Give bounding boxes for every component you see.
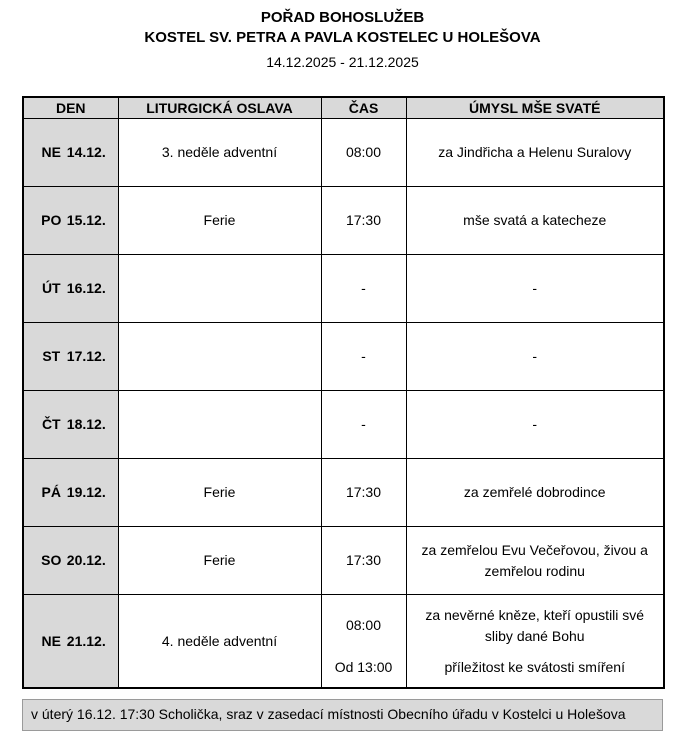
day-abbrev: ÚT <box>41 280 61 297</box>
column-header-den: DEN <box>23 97 118 119</box>
day-abbrev: ČT <box>41 416 61 433</box>
celebration-cell: Ferie <box>118 527 321 595</box>
day-date: 20.12. <box>66 552 106 569</box>
day-date: 15.12. <box>66 212 106 229</box>
intention-cell <box>406 527 664 595</box>
day-cell <box>23 595 118 688</box>
intention-cell <box>406 255 664 323</box>
intention-cell <box>406 595 664 688</box>
intention-value: - <box>532 280 538 297</box>
intention-cell <box>406 119 664 187</box>
intention-cell <box>406 187 664 255</box>
intention-cell <box>406 459 664 527</box>
column-header-liturgicka-oslava: LITURGICKÁ OSLAVA <box>118 97 321 119</box>
celebration-cell: 4. neděle adventní <box>118 595 321 688</box>
time-cell <box>321 459 406 527</box>
time-cell <box>321 527 406 595</box>
day-abbrev: SO <box>41 552 62 569</box>
time-value: - <box>361 348 366 365</box>
table-row <box>23 391 664 459</box>
intention-value: příležitost ke svátosti smíření <box>444 658 625 675</box>
intention-value: za Jindřicha a Helenu Suralovy <box>438 144 632 161</box>
time-value: - <box>361 416 366 433</box>
day-date: 19.12. <box>66 484 106 501</box>
column-header-umysl-mse-svate: ÚMYSL MŠE SVATÉ <box>406 97 664 119</box>
day-date: 14.12. <box>66 144 106 161</box>
time-value: 08:00 <box>345 144 382 161</box>
intention-value: mše svatá a katecheze <box>463 212 607 229</box>
schedule-table <box>22 96 665 689</box>
time-value: 08:00 <box>345 617 382 634</box>
footer-note: v úterý 16.12. 17:30 Scholička, sraz v zasedací místnosti Obecního úřadu v Kostelci u Holešova <box>22 699 663 731</box>
intention-value: - <box>532 348 538 365</box>
table-row <box>23 255 664 323</box>
day-date: 21.12. <box>66 632 106 649</box>
day-cell <box>23 459 118 527</box>
day-abbrev: PO <box>41 212 62 229</box>
table-row <box>23 119 664 187</box>
time-value: - <box>361 280 366 297</box>
time-value: 17:30 <box>345 212 382 229</box>
table-row <box>23 595 664 688</box>
day-abbrev: NE <box>41 632 61 649</box>
table-row <box>23 323 664 391</box>
celebration-cell: Ferie <box>118 187 321 255</box>
time-value: 17:30 <box>345 552 382 569</box>
time-cell <box>321 119 406 187</box>
day-date: 16.12. <box>66 280 106 297</box>
day-cell <box>23 187 118 255</box>
celebration-cell <box>118 323 321 391</box>
day-cell <box>23 119 118 187</box>
celebration-cell: Ferie <box>118 459 321 527</box>
day-abbrev: PÁ <box>41 484 61 501</box>
page-title: POŘAD BOHOSLUŽEB <box>260 9 425 26</box>
day-cell <box>23 391 118 459</box>
day-date: 17.12. <box>66 348 106 365</box>
day-cell <box>23 323 118 391</box>
time-value: Od 13:00 <box>334 658 393 675</box>
intention-cell <box>406 323 664 391</box>
table-row <box>23 459 664 527</box>
page-subtitle: KOSTEL SV. PETRA A PAVLA KOSTELEC U HOLEŠOVA <box>144 29 541 47</box>
schedule-body <box>23 119 664 688</box>
intention-value: za nevěrné kněze, kteří opustili své sliby dané Bohu <box>425 607 645 644</box>
intention-value: za zemřelou Evu Večeřovou, živou a zemřelou rodinu <box>421 542 648 579</box>
doc-header <box>22 8 663 70</box>
celebration-cell <box>118 255 321 323</box>
time-cell <box>321 595 406 688</box>
time-cell <box>321 187 406 255</box>
time-cell <box>321 391 406 459</box>
intention-cell <box>406 391 664 459</box>
date-range: 14.12.2025 - 21.12.2025 <box>266 53 419 70</box>
table-header-row <box>23 97 664 119</box>
day-abbrev: NE <box>41 144 61 161</box>
day-cell <box>23 255 118 323</box>
day-abbrev: ST <box>42 348 61 365</box>
time-value: 17:30 <box>345 484 382 501</box>
celebration-cell: 3. neděle adventní <box>118 119 321 187</box>
table-row <box>23 187 664 255</box>
table-row <box>23 527 664 595</box>
column-header-cas: ČAS <box>321 97 406 119</box>
day-cell <box>23 527 118 595</box>
intention-value: za zemřelé dobrodince <box>463 484 606 501</box>
time-cell <box>321 255 406 323</box>
time-cell <box>321 323 406 391</box>
intention-value: - <box>532 416 538 433</box>
celebration-cell <box>118 391 321 459</box>
day-date: 18.12. <box>66 416 106 433</box>
